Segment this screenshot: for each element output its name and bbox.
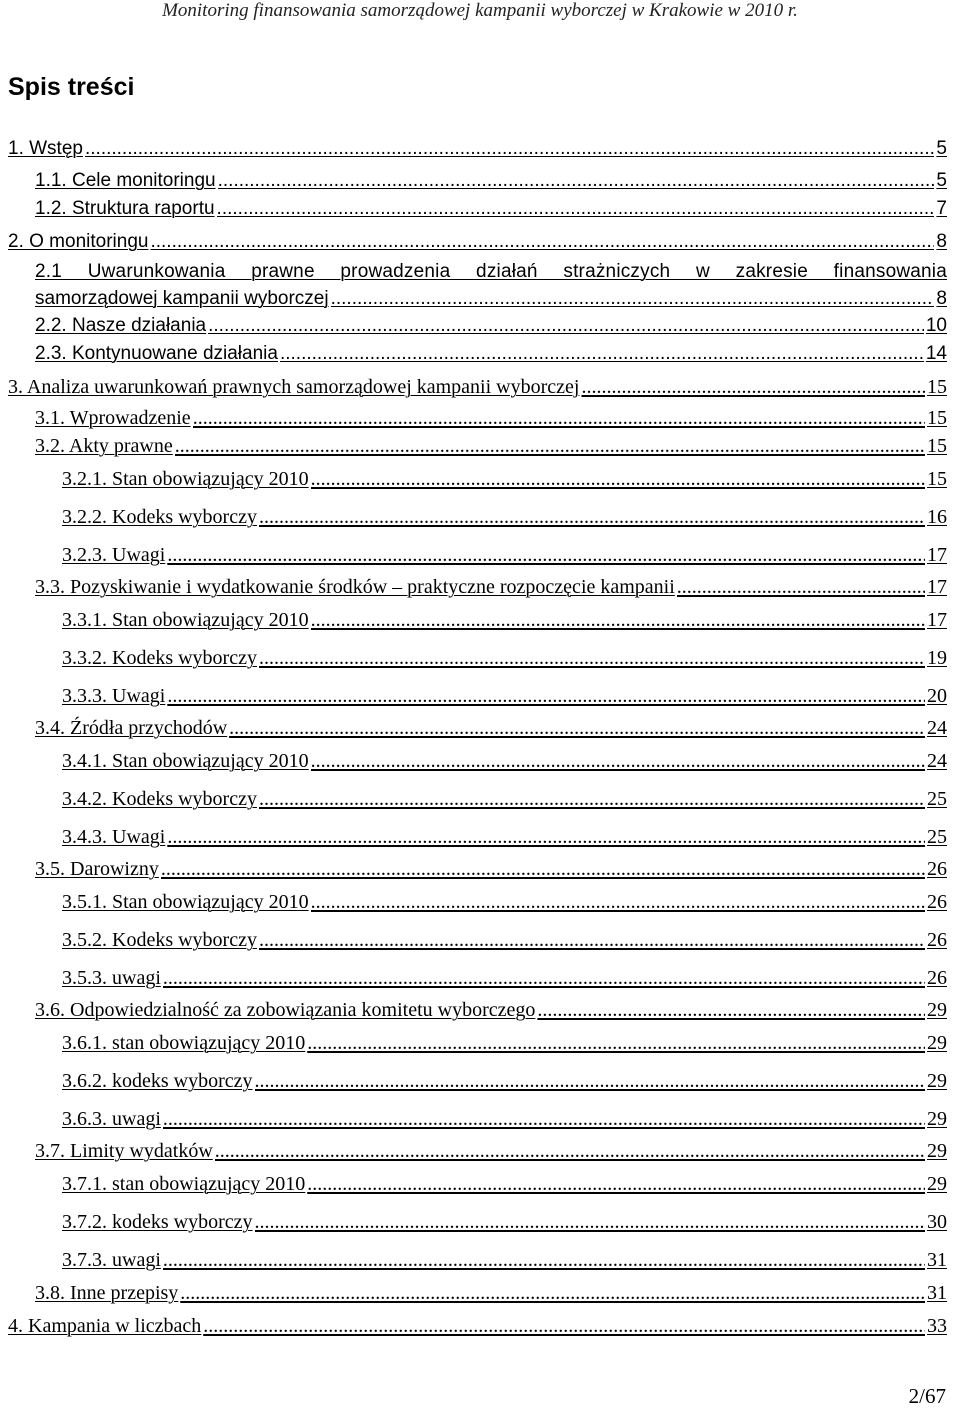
toc-entry-3[interactable]: 3. Analiza uwarunkowań prawnych samorządowej kampanii wyborczej ..... 15 <box>8 375 947 399</box>
toc-entry-3-4-3[interactable]: 3.4.3. Uwagi ..... 25 <box>62 825 947 849</box>
toc-entry-3-3-1[interactable]: 3.3.1. Stan obowiązujący 2010 ..... 17 <box>62 608 947 632</box>
toc-entry-3-6-1[interactable]: 3.6.1. stan obowiązujący 2010 ..... 29 <box>62 1031 947 1055</box>
toc-entry-3-6-3[interactable]: 3.6.3. uwagi ..... 29 <box>62 1107 947 1131</box>
toc-entry-3-4[interactable]: 3.4. Źródła przychodów ..... 24 <box>35 716 947 740</box>
toc-entry-3-4-1[interactable]: 3.4.1. Stan obowiązujący 2010 ..... 24 <box>62 749 947 773</box>
toc-entry-3-2-1[interactable]: 3.2.1. Stan obowiązujący 2010 ..... 15 <box>62 467 947 491</box>
toc-entry-2[interactable]: 2. O monitoringu ..... 8 <box>8 230 947 254</box>
toc-entry-1-1[interactable]: 1.1. Cele monitoringu ..... 5 <box>35 169 947 193</box>
toc-entry-4[interactable]: 4. Kampania w liczbach ..... 33 <box>8 1314 947 1338</box>
toc-entry-3-2[interactable]: 3.2. Akty prawne ..... 15 <box>35 434 947 458</box>
running-header: Monitoring finansowania samorządowej kampanii wyborczej w Krakowie w 2010 r. <box>162 0 798 21</box>
toc-entry-1[interactable]: 1. Wstęp ..... 5 <box>8 137 947 161</box>
toc-entry-1-2[interactable]: 1.2. Struktura raportu ..... 7 <box>35 197 947 221</box>
toc-entry-3-3[interactable]: 3.3. Pozyskiwanie i wydatkowanie środków – praktyczne rozpoczęcie kampanii ..... 17 <box>35 575 947 599</box>
toc-entry-3-5-1[interactable]: 3.5.1. Stan obowiązujący 2010 ..... 26 <box>62 890 947 914</box>
toc-entry-3-5-2[interactable]: 3.5.2. Kodeks wyborczy ..... 26 <box>62 928 947 952</box>
toc-entry-3-4-2[interactable]: 3.4.2. Kodeks wyborczy ..... 25 <box>62 787 947 811</box>
toc-entry-3-8[interactable]: 3.8. Inne przepisy ..... 31 <box>35 1281 947 1305</box>
page-number: 2/67 <box>908 1384 946 1408</box>
toc-entry-2-1[interactable]: 2.1 Uwarunkowania prawne prowadzenia działań strażniczych w zakresie finansowania samorządowej kampanii wyborczej ..... 8 <box>35 258 947 312</box>
toc-entry-3-5[interactable]: 3.5. Darowizny ..... 26 <box>35 857 947 881</box>
toc-title: Spis treści <box>8 73 135 101</box>
toc-entry-3-7-3[interactable]: 3.7.3. uwagi ..... 31 <box>62 1248 947 1272</box>
toc-entry-3-3-3[interactable]: 3.3.3. Uwagi ..... 20 <box>62 684 947 708</box>
toc-entry-2-2[interactable]: 2.2. Nasze działania ..... 10 <box>35 314 947 338</box>
toc-entry-3-6-2[interactable]: 3.6.2. kodeks wyborczy ..... 29 <box>62 1069 947 1093</box>
toc-entry-3-7[interactable]: 3.7. Limity wydatków ..... 29 <box>35 1139 947 1163</box>
toc-entry-3-1[interactable]: 3.1. Wprowadzenie ..... 15 <box>35 406 947 430</box>
toc-entry-3-2-2[interactable]: 3.2.2. Kodeks wyborczy ..... 16 <box>62 505 947 529</box>
toc-entry-3-7-2[interactable]: 3.7.2. kodeks wyborczy ..... 30 <box>62 1210 947 1234</box>
toc-entry-3-2-3[interactable]: 3.2.3. Uwagi ..... 17 <box>62 543 947 567</box>
toc-entry-3-6[interactable]: 3.6. Odpowiedzialność za zobowiązania komitetu wyborczego ..... 29 <box>35 998 947 1022</box>
toc-entry-2-3[interactable]: 2.3. Kontynuowane działania ..... 14 <box>35 342 947 366</box>
toc-entry-3-3-2[interactable]: 3.3.2. Kodeks wyborczy ..... 19 <box>62 646 947 670</box>
toc-entry-3-5-3[interactable]: 3.5.3. uwagi ..... 26 <box>62 966 947 990</box>
toc-entry-3-7-1[interactable]: 3.7.1. stan obowiązujący 2010 ..... 29 <box>62 1172 947 1196</box>
